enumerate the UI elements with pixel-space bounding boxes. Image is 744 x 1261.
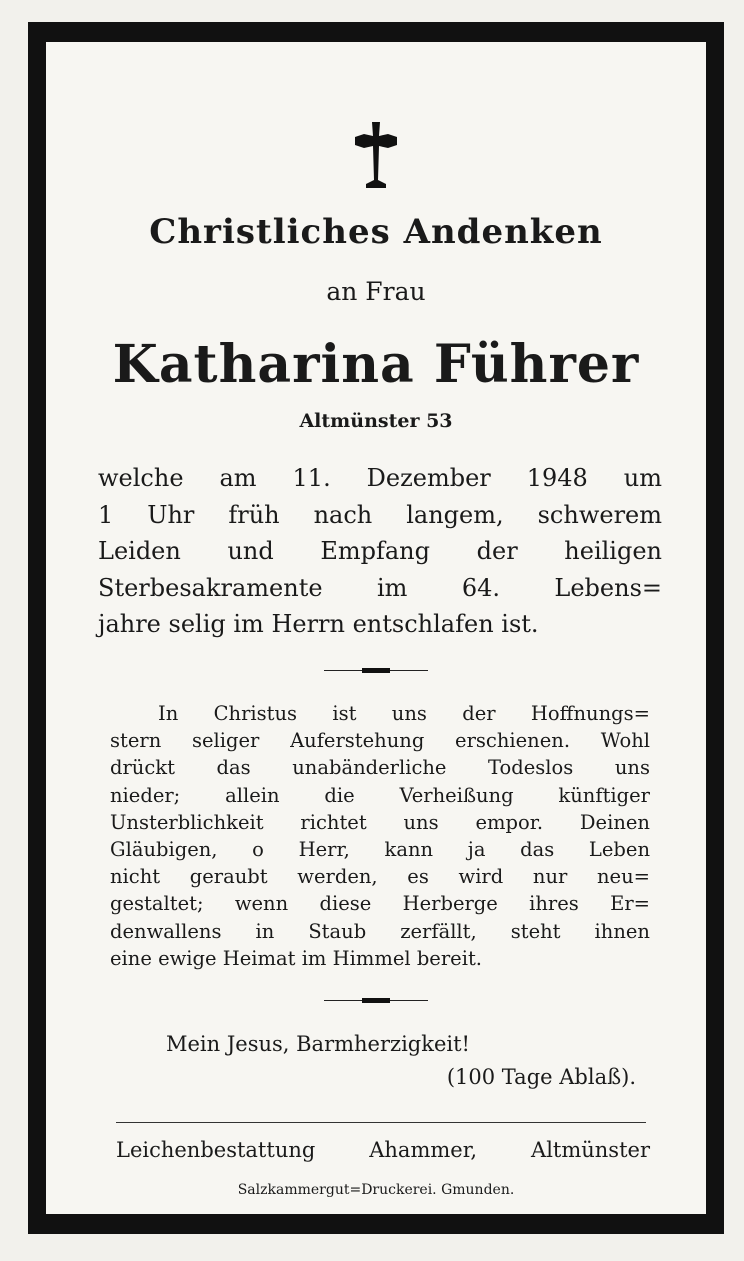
death-notice-line: welche am 11. Dezember 1948 um (98, 464, 662, 492)
death-notice-line: 1 Uhr früh nach langem, schwerem (98, 500, 662, 529)
ornamental-divider (324, 667, 428, 675)
prayer-line: nicht geraubt werden, es wird nur neu= (110, 865, 650, 889)
death-notice (98, 460, 662, 643)
memorial-card (28, 22, 724, 1234)
prayer-line: In Christus ist uns der Hoffnungs= (158, 702, 650, 725)
death-notice-line: Leiden und Empfang der heiligen (98, 537, 662, 565)
ornamental-divider (324, 997, 428, 1005)
prayer-line: Gläubigen, o Herr, kann ja das Leben (110, 838, 650, 862)
prayer-line: denwallens in Staub zerfällt, steht ihnen (110, 919, 650, 943)
prayer-line: nieder; allein die Verheißung künftiger (110, 783, 650, 807)
card-title: Christliches Andenken (149, 212, 603, 252)
cross-icon (351, 120, 401, 190)
prayer-text (110, 700, 650, 972)
prayer-line: gestaltet; wenn diese Herberge ihres Er= (110, 892, 650, 916)
prayer-line: drückt das unabänderliche Todeslos uns (110, 756, 650, 780)
death-notice-line: Sterbesakramente im 64. Lebens= (98, 573, 662, 602)
deceased-address: Altmünster 53 (299, 410, 453, 432)
card-body (46, 42, 706, 1214)
prayer-line: Unsterblichkeit richtet uns empor. Deinen (110, 810, 650, 834)
undertaker-line: Leichenbestattung Ahammer, Altmünster (116, 1138, 650, 1162)
footer-rule (116, 1122, 646, 1123)
prayer-line: eine ewige Heimat im Himmel bereit. (110, 946, 482, 970)
salutation: an Frau (326, 277, 426, 306)
divider-bar (362, 668, 390, 673)
prayer-line: stern seliger Auferstehung erschienen. Wohl (110, 729, 650, 753)
printer-line: Salzkammergut=Druckerei. Gmunden. (237, 1182, 515, 1198)
deceased-name: Katharina Führer (112, 334, 640, 395)
divider-bar (362, 998, 390, 1003)
death-notice-line: jahre selig im Herrn entschlafen ist. (98, 610, 539, 638)
indulgence-note: (100 Tage Ablaß). (446, 1065, 636, 1089)
invocation: Mein Jesus, Barmherzigkeit! (166, 1032, 470, 1056)
